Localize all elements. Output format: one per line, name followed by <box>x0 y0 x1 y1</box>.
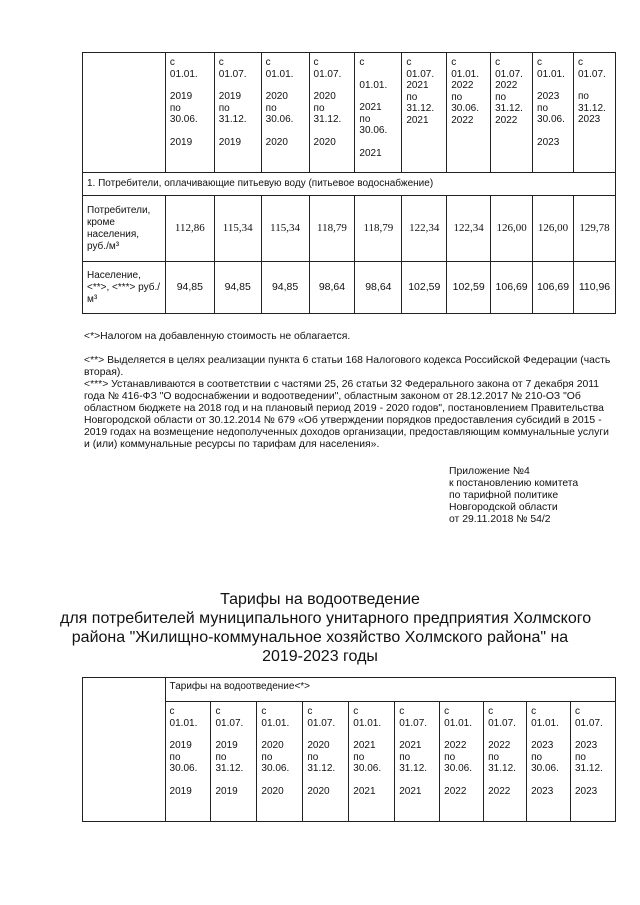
footnote-2: <**> Выделяется в целях реализации пункта 6 статьи 168 Налогового кодекса Российской Федерации (часть вторая). <box>84 355 611 378</box>
period-header-row <box>83 53 616 173</box>
tariff-value: 126,00 <box>491 196 533 262</box>
appendix-line: Новгородской области <box>449 502 558 513</box>
period-cell: с 01.07. по 31.12. 2023 <box>573 53 615 173</box>
section-title: 1. Потребители, оплачивающие питьевую воду (питьевое водоснабжение) <box>83 173 616 196</box>
period-cell: с 01.07. 2023 по 31.12. 2023 <box>571 702 616 822</box>
period-cell: с 01.01. 2021 по 30.06. 2021 <box>355 53 402 173</box>
title-line: района "Жилищно-коммунальное хозяйство Холмского района" на <box>71 629 569 646</box>
title-line: Тарифы на водоотведение <box>220 591 420 608</box>
appendix-line: Приложение №4 <box>449 466 530 477</box>
footnote-3: <***> Устанавливаются в соответствии с частями 25, 26 статьи 32 Федерального закона от 7 декабря 2011 года № 416-ФЗ "О водоснабжении и водоотведении", областным законом от 28.12.2017 № 210-ОЗ "Об областном бюджете на 2018 год и на плановый период 2019 - 2020 годов", постановлением Правительства Новгородской области от 30.12.2014 № 679 «Об утверждении порядков предоставления субсидий в 2015 - 2019 годах на возмещение недополученных доходов организации, предоставляющим коммунальные услуги и (или) коммунальные ресурсы по тарифам для населения». <box>84 379 609 450</box>
tariff-value: 98,64 <box>355 262 402 314</box>
vat-note: <*>Налогом на добавленную стоимость не облагается. <box>84 331 351 342</box>
tariff-value: 122,34 <box>447 196 491 262</box>
period-cell: с 01.07. 2021 по 31.12. 2021 <box>395 702 440 822</box>
period-cell: с 01.07. 2019 по 31.12. 2019 <box>214 53 261 173</box>
title-line: для потребителей муниципального унитарного предприятия Холмского <box>60 610 592 627</box>
period-cell: с 01.07. 2020 по 31.12. 2020 <box>303 702 349 822</box>
document-title <box>60 590 592 666</box>
tariff-value: 112,86 <box>165 196 214 262</box>
period-cell: с 01.07. 2019 по 31.12. 2019 <box>211 702 257 822</box>
tariff-value: 118,79 <box>309 196 355 262</box>
tariff-value: 102,59 <box>447 262 491 314</box>
period-cell: с 01.01. 2023 по 30.06. 2023 <box>533 53 574 173</box>
tariff-header-row <box>83 678 616 702</box>
period-cell: с 01.07. 2022 по 31.12. 2022 <box>484 702 527 822</box>
period-cell: с 01.07. 2020 по 31.12. 2020 <box>309 53 355 173</box>
period-cell: с 01.01. 2019 по 30.06. 2019 <box>165 53 214 173</box>
tariff-value: 94,85 <box>261 262 309 314</box>
period-cell: с 01.07. 2022 по 31.12. 2022 <box>491 53 533 173</box>
tariff-value: 98,64 <box>309 262 355 314</box>
tariff-value: 122,34 <box>402 196 447 262</box>
period-cell: с 01.01. 2020 по 30.06. 2020 <box>257 702 303 822</box>
period-cell: с 01.07. 2021 по 31.12. 2021 <box>402 53 447 173</box>
tariff-value: 106,69 <box>491 262 533 314</box>
appendix-line: по тарифной политике <box>449 490 559 501</box>
footnotes <box>84 355 614 451</box>
tariff-value: 94,85 <box>165 262 214 314</box>
title-line: 2019-2023 годы <box>262 648 378 665</box>
row-label: Потребители, кроме населения, руб./м³ <box>83 196 166 262</box>
empty-corner-cell <box>83 678 166 822</box>
wastewater-tariff-table <box>82 677 616 822</box>
period-cell: с 01.01. 2023 по 30.06. 2023 <box>527 702 571 822</box>
section-row <box>83 173 616 196</box>
water-supply-tariff-table <box>82 52 616 314</box>
empty-corner-cell <box>83 53 166 173</box>
tariff-value: 110,96 <box>573 262 615 314</box>
period-cell: с 01.01. 2020 по 30.06. 2020 <box>261 53 309 173</box>
tariff-value: 118,79 <box>355 196 402 262</box>
period-cell: с 01.01. 2022 по 30.06. 2022 <box>447 53 491 173</box>
period-cell: с 01.01. 2022 по 30.06. 2022 <box>440 702 484 822</box>
appendix-block <box>449 466 578 526</box>
tariff-value: 129,78 <box>573 196 615 262</box>
tariff-value: 115,34 <box>214 196 261 262</box>
appendix-line: от 29.11.2018 № 54/2 <box>449 514 551 525</box>
tariff-header: Тарифы на водоотведение<*> <box>165 678 615 702</box>
tariff-row-consumers <box>83 196 616 262</box>
tariff-value: 115,34 <box>261 196 309 262</box>
period-cell: с 01.01. 2021 по 30.06. 2021 <box>349 702 395 822</box>
tariff-value: 126,00 <box>533 196 574 262</box>
tariff-value: 102,59 <box>402 262 447 314</box>
appendix-line: к постановлению комитета <box>449 478 579 489</box>
row-label: Население, <**>, <***> руб./м³ <box>83 262 166 314</box>
tariff-value: 94,85 <box>214 262 261 314</box>
tariff-value: 106,69 <box>533 262 574 314</box>
tariff-row-population <box>83 262 616 314</box>
period-cell: с 01.01. 2019 по 30.06. 2019 <box>165 702 211 822</box>
